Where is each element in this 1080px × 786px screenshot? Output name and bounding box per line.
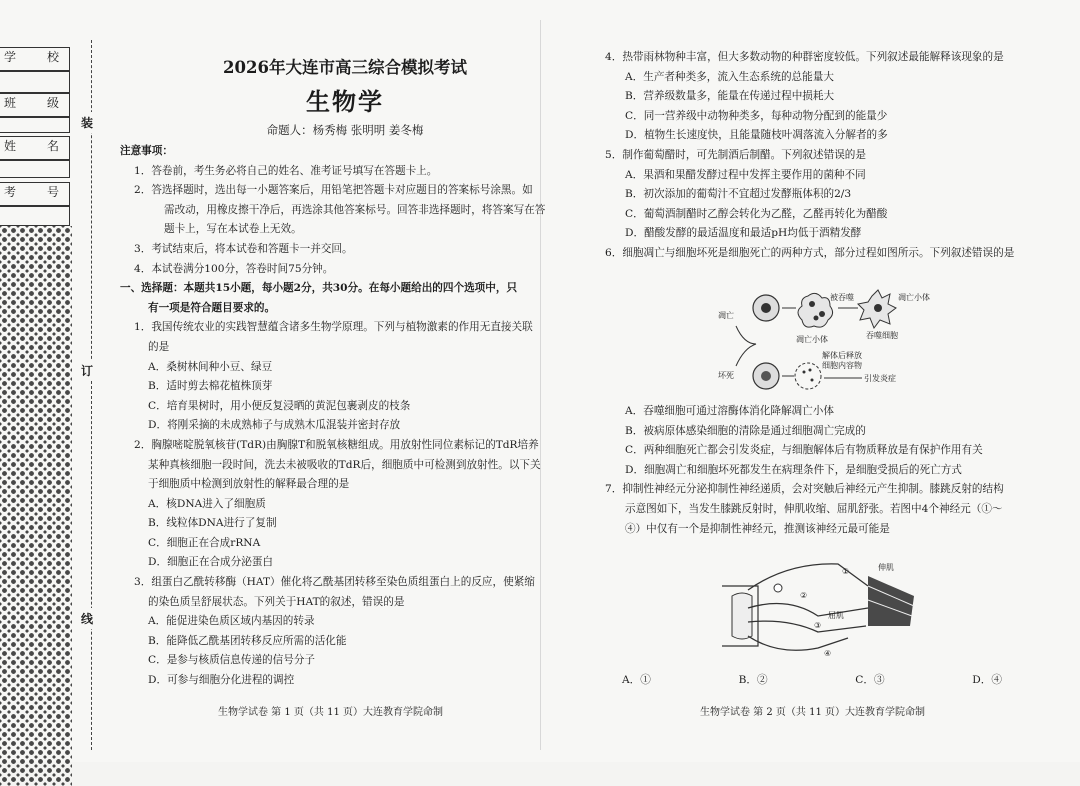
notice-item: 需改动，用橡皮擦干净后，再选涂其他答案标号。回答非选择题时，将答案写在答 — [164, 203, 546, 216]
right-column-bottom — [605, 402, 1050, 539]
q4-option-d: D．植物生长速度快，且能量随枝叶凋落流入分解者的多 — [625, 129, 888, 142]
q4-option-a: A．生产者种类多，流入生态系统的总能量大 — [625, 70, 834, 83]
q6-option-b: B．被病原体感染细胞的清除是通过细胞凋亡完成的 — [625, 424, 866, 437]
q6-label-phagocytosis: 被吞噬 — [830, 293, 854, 302]
q3-option-a: A．能促进染色质区域内基因的转录 — [148, 615, 315, 628]
q6-apoptotic-bodies — [798, 293, 833, 327]
q2-option-c: C．细胞正在合成rRNA — [148, 536, 261, 549]
q6-stem: 6．细胞凋亡与细胞坏死是细胞死亡的两种方式，部分过程如图所示。下列叙述错误的是 — [605, 246, 1015, 259]
anti-copy-pattern — [0, 226, 72, 786]
page-fold-line — [540, 20, 541, 750]
q7-label-2: ② — [800, 591, 808, 600]
q7-option-a: A．① — [622, 674, 651, 686]
q7-stem: 7．抑制性神经元分泌抑制性神经递质，会对突触后神经元产生抑制。膝跳反射的结构 — [605, 483, 1004, 496]
q7-neuron-2 — [748, 604, 868, 617]
q6-label-apoptotic-body: 凋亡小体 — [796, 335, 828, 344]
q7-stem-cont: ④）中仅有一个是抑制性神经元，推测该神经元最可能是 — [625, 522, 890, 535]
q7-option-b: B．② — [738, 674, 768, 686]
q5-option-b: B．初次添加的葡萄汁不宜超过发酵瓶体积的2/3 — [625, 188, 852, 201]
q7-label-1: ① — [842, 567, 850, 576]
binding-strip — [0, 40, 72, 762]
page-footer-left: 生物学试卷 第 1 页（共 11 页）大连教育学院命制 — [218, 707, 443, 718]
name-label-a: 姓 — [4, 139, 17, 153]
q4-stem: 4．热带雨林物种丰富，但大多数动物的种群密度较低。下列叙述最能解释该现象的是 — [605, 51, 1004, 63]
school-label-a: 学 — [4, 50, 17, 64]
q3-option-b: B．能降低乙酰基团转移反应所需的活化能 — [148, 634, 347, 647]
q2-stem-cont: 某种真核细胞一段时间，洗去未被吸收的TdR后，细胞质中可检测到放射性。以下关 — [148, 458, 541, 471]
left-column — [120, 142, 546, 691]
section-heading: 一、选择题：本题共15小题，每小题2分，共30分。在每小题给出的四个选项中，只 — [120, 282, 518, 295]
q2-stem: 2．胸腺嘧啶脱氧核苷(TdR)由胸腺T和脱氧核糖组成。用放射性同位素标记的TdR培养 — [134, 438, 539, 451]
q1-option-c: C．培育果树时，用小便反复浸晒的黄泥包裹剥皮的枝条 — [148, 399, 411, 412]
notice-item: 2．答选择题时，选出每一小题答案后，用铅笔把答题卡对应题目的答案标号涂黑。如 — [134, 184, 533, 197]
q6-cell-death-figure — [700, 286, 940, 398]
q1-option-a: A．桑树林间种小豆、绿豆 — [148, 360, 273, 373]
q4-option-c: C．同一营养级中动物种类多，每种动物分配到的能量少 — [625, 109, 888, 122]
class-field[interactable] — [0, 93, 70, 117]
q5-option-a: A．果酒和果醋发酵过程中发挥主要作用的菌种不同 — [625, 168, 866, 181]
q2-option-b: B．线粒体DNA进行了复制 — [148, 517, 277, 530]
binding-char-xian: 线 — [81, 608, 93, 629]
name-blank — [0, 160, 70, 178]
q7-extensor-muscle — [868, 576, 914, 626]
q6-label-lysis-2: 细胞内容物 — [822, 361, 862, 370]
q1-stem: 1．我国传统农业的实践智慧蕴含诸多生物学原理。下列与植物激素的作用无直接关联 — [134, 321, 533, 334]
q7-label-4: ④ — [824, 649, 832, 658]
q3-stem: 3．组蛋白乙酰转移酶（HAT）催化将乙酰基团转移至染色质组蛋白上的反应，使紧缩 — [134, 576, 535, 589]
class-label-a: 班 — [4, 96, 17, 110]
q7-option-c: C．③ — [855, 674, 885, 686]
q7-label-extensor: 伸肌 — [878, 563, 894, 572]
authors-line: 命题人：杨秀梅 张明明 姜冬梅 — [266, 123, 424, 137]
q7-knee-reflex-figure — [718, 556, 918, 664]
exam-number-blank — [0, 206, 70, 226]
q6-label-phagocyte: 吞噬细胞 — [866, 331, 898, 340]
q1-stem-cont: 的是 — [148, 340, 170, 353]
q6-label-lysis-1: 解体后释放 — [822, 351, 862, 360]
right-column-top — [605, 48, 1050, 264]
q7-option-d: D．④ — [972, 674, 1002, 686]
q4-option-b: B．营养级数量多，能量在传递过程中损耗大 — [625, 90, 835, 103]
class-label-b: 级 — [46, 96, 59, 110]
q6-option-a: A．吞噬细胞可通过溶酶体消化降解凋亡小体 — [625, 405, 834, 417]
q7-label-3: ③ — [814, 621, 822, 630]
q7-grey-matter — [732, 593, 752, 639]
q5-stem: 5．制作葡萄醋时，可先制酒后制醋。下列叙述错误的是 — [605, 148, 866, 161]
subject-title: 生物学 — [306, 87, 384, 116]
q1-option-d: D．将刚采摘的未成熟柿子与成熟木瓜混装并密封存放 — [148, 419, 401, 432]
notice-item: 4．本试卷满分100分，答卷时间75分钟。 — [134, 262, 334, 275]
q2-stem-cont: 于细胞质中检测到放射性的解释最合理的是 — [148, 478, 350, 491]
q6-label-necrosis: 坏死 — [718, 371, 734, 380]
school-label-b: 校 — [46, 50, 59, 64]
notice-item: 3．考试结束后，将本试卷和答题卡一并交回。 — [134, 242, 353, 255]
q7-neuron-1 — [748, 564, 868, 590]
q6-label-apoptotic-body2: 凋亡小体 — [898, 293, 930, 302]
q3-stem-cont: 的染色质呈舒展状态。下列关于HAT的叙述，错误的是 — [148, 595, 405, 608]
page-footer-right: 生物学试卷 第 2 页（共 11 页）大连教育学院命制 — [700, 707, 925, 718]
q7-label-flexor: 屈肌 — [828, 611, 844, 620]
q7-neuron-4 — [748, 636, 848, 650]
q3-option-c: C．是参与核质信息传递的信号分子 — [148, 654, 316, 667]
exam-title: 2026年大连市高三综合模拟考试 — [223, 58, 467, 77]
q6-option-d: D．细胞凋亡和细胞坏死都发生在病理条件下，是细胞受损后的死亡方式 — [625, 463, 962, 476]
q5-option-d: D．醋酸发酵的最适温度和最适pH均低于酒精发酵 — [625, 227, 862, 240]
notice-item: 题卡上，写在本试卷上无效。 — [164, 223, 302, 236]
q6-lysed-cell — [795, 363, 821, 389]
q3-option-d: D．可参与细胞分化进程的调控 — [148, 674, 295, 687]
notice-heading: 注意事项： — [120, 145, 173, 157]
exam-number-label-b: 号 — [46, 185, 59, 199]
school-field[interactable] — [0, 47, 70, 71]
name-label-b: 名 — [46, 139, 59, 153]
q6-branch-arrows — [736, 326, 756, 366]
exam-number-field[interactable] — [0, 182, 70, 206]
q7-stem-cont: 示意图如下，当发生膝跳反射时，伸肌收缩、屈肌舒张。若图中4个神经元（①～ — [625, 502, 1003, 515]
q6-label-inflammation: 引发炎症 — [864, 374, 896, 383]
school-blank — [0, 71, 70, 93]
q2-option-d: D．细胞正在合成分泌蛋白 — [148, 556, 274, 569]
q5-option-c: C．葡萄酒制醋时乙醇会转化为乙醛，乙醛再转化为醋酸 — [625, 207, 888, 220]
notice-item: 1．答卷前，考生务必将自己的姓名、准考证号填写在答题卡上。 — [134, 164, 438, 177]
q1-option-b: B．适时剪去棉花植株顶芽 — [148, 380, 273, 393]
q2-option-a: A．核DNA进入了细胞质 — [148, 497, 266, 510]
binding-char-ding: 订 — [81, 360, 93, 381]
q6-option-c: C．两种细胞死亡都会引发炎症，与细胞解体后有物质释放是有保护作用有关 — [625, 444, 983, 457]
q6-label-apoptosis: 凋亡 — [718, 311, 734, 320]
exam-number-label-a: 考 — [4, 185, 17, 199]
q6-apoptotic-nucleus — [761, 303, 771, 313]
name-field[interactable] — [0, 136, 70, 160]
class-blank — [0, 117, 70, 133]
q7-neuron-3 — [748, 621, 866, 632]
q7-options — [622, 672, 1002, 687]
section-heading-cont: 有一项是符合题目要求的。 — [148, 301, 276, 314]
binding-dashed-line — [91, 40, 92, 750]
binding-char-zhuang: 装 — [81, 112, 93, 133]
q6-necrotic-nucleus — [761, 371, 771, 381]
